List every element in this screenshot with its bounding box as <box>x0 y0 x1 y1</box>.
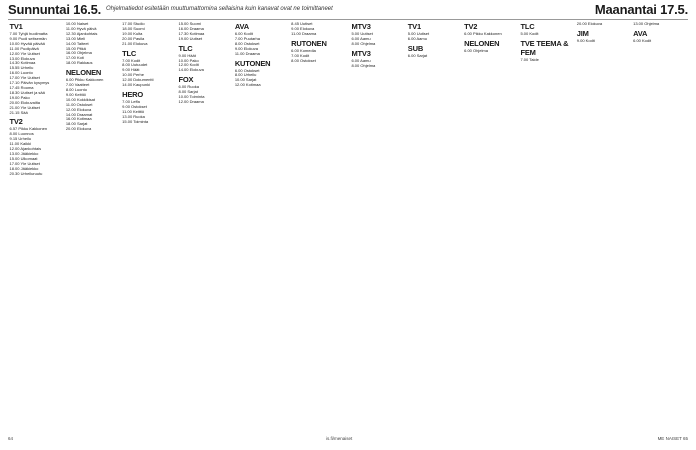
programme-line: 18.00 Sarjat <box>65 121 88 127</box>
channel-heading: NELONEN <box>65 68 102 78</box>
channel-heading: KUTONEN <box>234 58 271 68</box>
programme-line: 21.00 Elokuva <box>122 40 148 46</box>
programme-line: 6.00 Pikku Kakkonen <box>464 31 502 36</box>
programme-line: 16.00 Ohjelma <box>65 50 92 56</box>
programme-line: 13.00 Elokuva <box>9 55 35 61</box>
page-footer <box>8 436 688 446</box>
programme-line: 6.00 Ruoka <box>178 84 199 90</box>
programme-line: 8.00 Ohjelma <box>351 40 376 46</box>
programme-line: 11.00 Ostokset <box>65 101 93 107</box>
programme-line: 7.00 Taide <box>520 56 539 62</box>
programme-line: 10.00 Hyvää päivää <box>9 40 45 46</box>
programme-line: 7.00 Puutarha <box>234 35 260 41</box>
programme-line: 8.00 Urheilu <box>234 72 257 78</box>
programme-line: 15.00 Ulkomaat <box>9 155 38 161</box>
programme-line: 9.00 Keittiö <box>65 91 86 97</box>
programme-line: 7.00 Kodit <box>122 57 141 63</box>
programme-line: 10.00 Sarjat <box>234 77 257 83</box>
tv-listings-columns <box>8 22 688 430</box>
programme-line: 11.00 Puolipäivä <box>9 45 39 51</box>
programme-line: 10.00 Pako <box>178 57 199 63</box>
programme-line: 12.00 Dokumentti <box>122 77 154 83</box>
programme-line: 5.00 Uutiset <box>351 31 373 36</box>
channel-heading: MTV3 <box>351 48 371 58</box>
listing-column <box>121 22 177 430</box>
programme-line: 13.00 Jääkiekko <box>9 150 39 156</box>
programme-line: 11.00 Draama <box>234 50 260 56</box>
programme-line: 8.00 Luonnos <box>9 131 34 137</box>
programme-line: 6.00 Ohjelma <box>464 47 488 53</box>
programme-line: 15.00 Suomi <box>178 22 201 26</box>
programme-line: 14.00 Kaupunki <box>122 82 150 88</box>
programme-line: 9.00 Häät <box>122 67 140 73</box>
channel-heading: JIM <box>576 28 589 38</box>
header-rule <box>8 19 688 20</box>
programme-line: 16.00 Luonto <box>9 70 33 76</box>
programme-line: 8.00 Sarjat <box>178 89 198 95</box>
programme-line: 17.30 Kotimaa <box>178 30 205 36</box>
programme-line: 21.00 Yle Uutiset <box>9 104 40 110</box>
channel-heading: TV1 <box>407 22 421 31</box>
programme-line: 6.00 Aamu <box>351 35 371 41</box>
programme-line: 17.10 Päivän kysymys <box>9 80 50 86</box>
programme-line: 17.00 Yle Uutiset <box>9 160 40 166</box>
listing-column <box>290 22 346 430</box>
page-number-right: ME NAISET 65 <box>657 436 688 441</box>
programme-line: 8.00 Ostokset <box>291 57 316 63</box>
programme-line: 6.57 Pikku Kakkonen <box>9 126 48 132</box>
programme-line: 6.00 Komedia <box>291 47 316 53</box>
channel-heading: TVE TEEMA & FEM <box>520 38 569 57</box>
programme-line: 7.00 Leffa <box>122 98 140 104</box>
programme-line: 9.00 Puoli seitsemän <box>9 35 47 41</box>
programme-line: 8.45 Uutiset <box>291 22 313 26</box>
programme-line: 14.30 Kotimaa <box>9 60 36 66</box>
programme-line: 13.00 Ruoka <box>122 113 145 119</box>
programme-line: 20.00 Elokuvailta <box>9 99 40 105</box>
programme-line: 12.00 Elokuva <box>65 106 92 112</box>
programme-line: 7.00 Tyhjä huolimatta <box>9 31 48 36</box>
programme-line: 14.00 Elokuva <box>178 67 204 73</box>
page-number-left: 64 <box>8 436 14 441</box>
programme-line: 5.00 Uutiset <box>407 31 430 36</box>
programme-line: 17.00 Koti <box>65 55 84 61</box>
programme-line: 12.00 Ajankohtais <box>9 146 42 152</box>
programme-line: 10.00 Perhe <box>122 72 144 78</box>
listing-column <box>8 22 64 430</box>
programme-line: 18.00 Jääkiekko <box>9 165 39 171</box>
programme-line: 15.00 Toiminta <box>122 118 149 124</box>
programme-line: 12.00 Kodit <box>178 62 199 68</box>
programme-line: 12.00 Draama <box>178 98 204 104</box>
programme-line: 6.00 Kodit <box>633 37 652 43</box>
programme-line: 19.00 Pako <box>9 94 30 100</box>
channel-heading: MTV3 <box>351 22 371 31</box>
programme-line: 10.00 Toiminta <box>178 94 205 100</box>
listing-column <box>233 22 289 430</box>
day-heading-sunday: Sunnuntai 16.5. <box>8 2 102 17</box>
programme-line: 13.00 Ohjelma <box>633 22 660 26</box>
programme-line: 20.00 Pasila <box>122 35 145 41</box>
programme-line: 8.00 Uutuudet <box>122 62 148 68</box>
programme-line: 11.00 Kaikki <box>9 141 31 147</box>
channel-heading: AVA <box>633 28 648 38</box>
programme-line: 8.00 Ostokset <box>234 40 260 46</box>
listing-column <box>575 22 631 430</box>
channel-heading: TLC <box>178 43 193 53</box>
channel-heading: TV1 <box>9 22 23 31</box>
channel-heading: NELONEN <box>464 38 500 48</box>
programme-line: 6.00 Aamu <box>407 35 427 41</box>
programme-line: 7.00 Kodit <box>291 52 310 58</box>
programme-line: 21.15 Sää <box>9 109 28 115</box>
listing-column <box>177 22 233 430</box>
programme-line: 14.00 Draamat <box>65 111 93 117</box>
programme-line: 18.00 Rakkaus <box>65 60 93 66</box>
channel-heading: TV2 <box>464 22 478 31</box>
programme-line: 6.00 Aamu <box>351 57 371 63</box>
programme-line: 6.00 Ostokset <box>234 67 260 73</box>
programme-line: 8.00 Luonto <box>65 86 87 92</box>
listing-column <box>519 22 575 430</box>
programme-line: 15.55 Urheilu <box>9 65 34 71</box>
programme-line: 6.00 Sarjat <box>407 52 428 58</box>
programme-line: 19.00 Kulta <box>122 30 143 36</box>
programme-line: 12.00 Yle Uutiset <box>9 50 40 56</box>
channel-heading: AVA <box>234 22 249 31</box>
programme-line: 12.00 Kotimaa <box>234 82 261 88</box>
programme-line: 11.00 Hyvä päivä <box>65 25 97 31</box>
programme-line: 17.00 Studio <box>122 22 145 26</box>
programme-line: 19.00 Uutiset <box>178 35 203 41</box>
programme-line: 9.00 Elokuva <box>234 45 258 51</box>
day-heading-monday: Maanantai 17.5. <box>594 2 688 17</box>
programme-line: 9.15 Urheilu <box>9 136 32 142</box>
programme-line: 9.00 Ostokset <box>122 103 147 109</box>
programme-line: 6.00 Pikku Kakkonen <box>65 77 104 83</box>
programme-line: 14.00 Taiteet <box>65 40 89 46</box>
programme-line: 11.00 Keittiö <box>122 108 145 114</box>
programme-line: 20.30 Urheiluruutu <box>9 170 43 176</box>
programme-line: 20.00 Elokuva <box>65 126 92 132</box>
listing-column <box>64 22 120 430</box>
listing-column <box>350 22 406 430</box>
listing-column <box>632 22 688 430</box>
programme-line: 16.00 Kotimaa <box>65 116 92 122</box>
channel-heading: SUB <box>407 43 424 53</box>
programme-line: 11.00 Draama <box>291 30 317 36</box>
programme-line: 12.30 Ajankohtais <box>65 30 98 36</box>
channel-heading: FOX <box>178 75 194 85</box>
programme-line: 18.30 Uutiset ja sää <box>9 89 45 95</box>
programme-line: 9.00 Elokuva <box>291 25 315 31</box>
programme-line: 17.00 Yle Uutiset <box>9 75 40 81</box>
programme-line: 8.00 Ohjelma <box>351 62 376 68</box>
programme-line: 13.00 Mieli <box>65 35 86 41</box>
programme-line: 9.00 Häät <box>178 52 196 58</box>
listing-column <box>463 22 519 430</box>
programme-line: 18.00 Suomi <box>122 25 145 31</box>
programme-line: 9.00 Kodit <box>576 37 595 43</box>
page-header <box>0 0 696 20</box>
programme-line: 15.00 Pitkä <box>65 45 86 51</box>
channel-heading: RUTONEN <box>291 38 327 48</box>
programme-line: 17.45 Rooma <box>9 84 34 90</box>
channel-heading: TV2 <box>9 117 23 127</box>
footer-site: is.fi/menaiset <box>326 436 353 441</box>
programme-line: 10.00 Naiset <box>65 22 89 26</box>
channel-heading: HERO <box>122 89 144 99</box>
channel-heading: TLC <box>520 22 535 31</box>
programme-line: 20.00 Elokuva <box>576 22 603 26</box>
programme-line: 16.00 Draama <box>178 25 204 31</box>
programme-line: 10.00 Kokkikisat <box>65 96 95 102</box>
programme-line: 6.00 Kodit <box>234 31 253 36</box>
listing-column <box>406 22 462 430</box>
programme-line: 7.00 Vaatteet <box>65 82 90 88</box>
channel-heading: TLC <box>122 48 137 58</box>
programme-line: 5.00 Kodit <box>520 31 539 36</box>
header-strapline: Ohjelmatiedot esitetään muuttumattomina sellaisina kuin kanavat ovat ne toimittaneet <box>106 6 333 12</box>
